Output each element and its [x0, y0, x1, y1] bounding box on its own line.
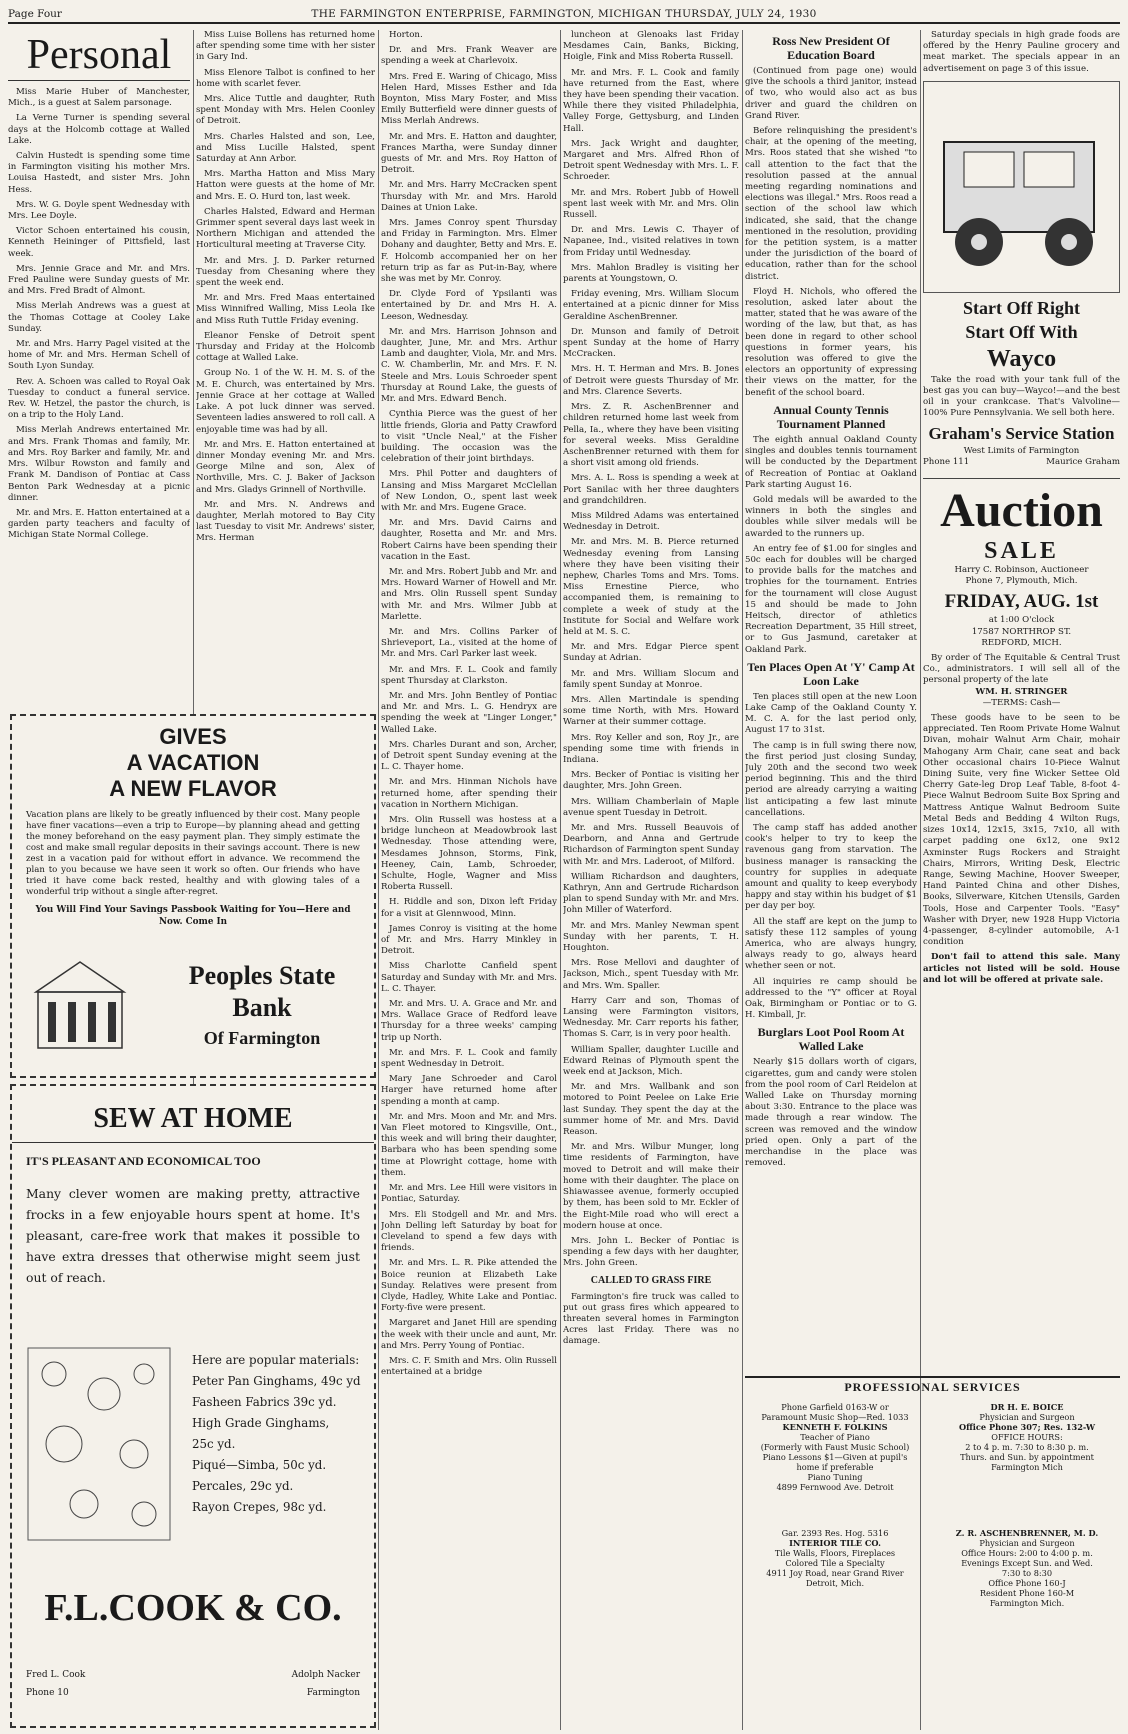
- news-item: Dr. and Mrs. Frank Weaver are spending a week at Charlevoix.: [381, 45, 557, 67]
- station-location: West Limits of Farmington: [963, 445, 1080, 456]
- news-item: Nearly $15 dollars worth of cigars, cigarettes, gum and candy were stolen from the pool room of Carl Reidelon at Walled Lake on Thursday morning about 3:30. Entrance to the place was made through a rear window. The screen was removed and the window pried open. Only a part of the merchandise in the place was removed.: [745, 1057, 917, 1169]
- news-item: Gold medals will be awarded to the winners in both the singles and doubles while silver medals will be awarded to the runners up.: [745, 494, 917, 539]
- news-item: Mr. and Mrs. F. L. Cook and family have returned from the East, where they have been spending their vacation. While there they visited Philadelphia, Valley Forge, Gettysburg, and Linden Hall.: [563, 67, 739, 134]
- news-item: Mrs. Allen Martindale is spending some time North, with Mrs. Howard Warner at their summer cottage.: [563, 694, 739, 728]
- news-item: Harry Carr and son, Thomas of Lansing were Farmington visitors, Wednesday. Mr. Carr reports his father, Thomas S. Carr, is in very poor health.: [563, 995, 739, 1040]
- bank-ad-headline-2: A VACATION: [126, 750, 260, 775]
- card-line: Colored Tile a Specialty: [785, 1558, 885, 1568]
- news-item: James Conroy is visiting at the home of Mr. and Mrs. Harry Minkley in Detroit.: [381, 923, 557, 957]
- news-item: Mrs. H. T. Herman and Mrs. B. Jones of Detroit were guests Thursday of Mr. and Mrs. Clarence Severts.: [563, 364, 739, 397]
- ross-president-text: [745, 66, 917, 399]
- bank-name-3: Of Farmington: [203, 1028, 321, 1048]
- news-item: Mr. and Mrs. M. B. Pierce returned Wednesday evening from Lansing where they have been visiting their nephew, Charles Toms and Mrs. Toms. Miss Ernestine Pierce, who accompanied them, is remaining to complete a week of study at the Institute for Social and Welfare work held at M. S. C.: [563, 537, 739, 637]
- auction-address-2: REDFORD, MICH.: [981, 637, 1062, 648]
- card-line: home if preferable: [796, 1462, 874, 1472]
- burglars-heading: Burglars Loot Pool Room At Walled Lake: [757, 1025, 905, 1054]
- news-item: All the staff are kept on the jump to satisfy these 112 samples of young America, who are always hungry, always ready to go, always heard whether seen or not.: [745, 916, 917, 972]
- card-line: Farmington Mich.: [989, 1598, 1065, 1608]
- news-item: Dr. Munson and family of Detroit spent Sunday at the home of Harry McCracken.: [563, 326, 739, 360]
- aschenbrenner-card: [937, 1528, 1117, 1608]
- column-3-items: [381, 30, 557, 1378]
- news-item: Mrs. Mahlon Bradley is visiting her parents at Youngstown, O.: [563, 262, 739, 285]
- news-item: Eleanor Fenske of Detroit spent Thursday and Friday at the Holcomb cottage at Walled Lake.: [196, 330, 375, 364]
- auction-time: at 1:00 O'clock: [988, 615, 1055, 626]
- material-item: Piqué—Simba, 50c yd.: [192, 1458, 327, 1472]
- card-line: Paramount Music Shop—Red. 1033: [761, 1412, 909, 1422]
- card-line: Phone Garfield 0163-W or: [781, 1402, 889, 1412]
- news-item: Mr. and Mrs. Harrison Johnson and daughter, June, Mr. and Mrs. Arthur Lamb and daughter, Viola, Mr. and Mrs. C. W. Chamberlin, Mr. and Mrs. F. N. Steele and Mrs. Louis Schroeder spent Thursday at Round Lake, the guests of Mr. and Mrs. Edward Bench.: [381, 326, 557, 405]
- bank-name-2: Bank: [232, 993, 292, 1022]
- partner-name: Adolph Nacker: [291, 1670, 360, 1680]
- news-item: The camp is in full swing there now, the first period just closing Sunday, July 20th and the second two week period beginning. This and the third period are already carrying a waiting list anticipating a few last minute cancellations.: [745, 740, 917, 818]
- news-item: Mr. and Mrs. F. L. Cook and family spent Thursday at Clarkston.: [381, 664, 557, 686]
- tile-card: [745, 1528, 925, 1588]
- materials-items: [192, 1371, 372, 1518]
- tennis-text: [745, 435, 917, 656]
- news-item: Mr. and Mrs. Robert Jubb and Mr. and Mrs. Howard Warner of Howell and Mr. and Mrs. Olin Russell spent Sunday with Mr. and Mrs. Wilmer Jubb at Marlette.: [381, 566, 557, 622]
- news-item: Mrs. Alice Tuttle and daughter, Ruth spent Monday with Mrs. Helen Coonley of Detroit.: [196, 94, 375, 127]
- news-item: An entry fee of $1.00 for singles and 50c each for doubles will be charged to provide balls for the matches and trophies for the tournament. Entries for the tournament will close August 15 and should be made to John Heitsch, director of athletics Recreation Department, 35 Hill street, or to Gus Jasmund, caretaker at Oakland Park.: [745, 543, 917, 655]
- card-line: Detroit, Mich.: [805, 1578, 865, 1588]
- news-item: H. Riddle and son, Dixon left Friday for a visit at Glennwood, Minn.: [381, 897, 557, 919]
- auctioneer-phone: Phone 7, Plymouth, Mich.: [965, 576, 1078, 587]
- news-item: All inquiries re camp should be addressed to the "Y" officer at Royal Oak, Birmingham or Pontiac or to G. H. Kimball, Jr.: [745, 976, 917, 1021]
- news-item: Mary Jane Schroeder and Carol Harger have returned home after spending a month at camp.: [381, 1074, 557, 1107]
- news-item: Miss Merlah Andrews was a guest at the Thomas Cottage at Cooley Lake Sunday.: [8, 301, 190, 334]
- news-item: Ten places still open at the new Loon Lake Camp of the Oakland County Y. M. C. A. for the last period only, August 17 to 31st.: [745, 691, 917, 736]
- material-item: Percales, 29c yd.: [192, 1479, 294, 1493]
- card-line: 7:30 to 8:30: [1001, 1568, 1053, 1578]
- news-item: Mrs. W. G. Doyle spent Wednesday with Mrs. Lee Doyle.: [8, 199, 190, 222]
- news-item: (Continued from page one) would give the schools a third janitor, instead of two, who would also act as bus driver and guard the children on Grand River.: [745, 66, 917, 121]
- material-item: 25c yd.: [192, 1437, 236, 1451]
- card-line: Office Hours: 2:00 to 4:00 p. m.: [961, 1548, 1093, 1558]
- news-item: Mr. and Mrs. L. R. Pike attended the Boice reunion at Elizabeth Lake Sunday. Relatives were present from Clyde, Hadley, White Lake and Pontiac. Forty-five were present.: [381, 1258, 557, 1314]
- auctioneer-name: Harry C. Robinson, Auctioneer: [954, 565, 1089, 576]
- card-line: Office Phone 160-J: [988, 1578, 1066, 1588]
- news-item: Mr. and Mrs. John Bentley of Pontiac and Mr. and Mrs. L. G. Hendryx are spending the week at "Linger Longer," Walled Lake.: [381, 690, 557, 735]
- news-item: Mr. and Mrs. F. L. Cook and family spent Wednesday in Detroit.: [381, 1047, 557, 1070]
- material-item: Rayon Crepes, 98c yd.: [192, 1500, 327, 1514]
- news-item: Margaret and Janet Hill are spending the week with their uncle and aunt, Mr. and Mrs. Perry Young of Pontiac.: [381, 1318, 557, 1351]
- fl-cook-ad: [10, 1084, 376, 1728]
- news-item: Mr. and Mrs. Harry McCracken spent Thursday with Mr. and Mrs. Harold Daines at Union Lake.: [381, 180, 557, 213]
- news-item: The eighth annual Oakland County singles and doubles tennis tournament will be conducted by the Department of Recreation of Pontiac at Oakland Park starting August 16.: [745, 434, 917, 490]
- news-item: Before relinquishing the president's chair, at the opening of the meeting, Mrs. Roos stated that she wished "to call attention to the fact that the resolution passed at the annual meeting regarding nominations and elections was illegal." Mrs. Roos read a section of the school law which indicated, she said, that the change mentioned in the resolution, providing for the petition system, is a matter under the jurisdiction of the board of education, rather than for the school district.: [745, 126, 917, 282]
- card-line: Office Phone 307; Res. 132-W: [958, 1422, 1096, 1432]
- news-item: Mrs. Phil Potter and daughters of Lansing and Miss Margaret McClellan of New London, O., spent last week with Mr. and Mrs. Eugene Grace.: [381, 469, 557, 513]
- car-illustration: [923, 81, 1120, 293]
- news-item: Mrs. Jack Wright and daughter, Margaret and Mrs. Alfred Rhon of Detroit spent Wednesday with Mrs. L. F. Schroeder.: [563, 138, 739, 183]
- owner-phone: Phone 10: [26, 1688, 69, 1698]
- pauline-grocery-note: Saturday specials in high grade foods are offered by the Henry Pauline grocery and meat market. The specials appear in an advertisement on page 3 of this issue.: [923, 30, 1120, 74]
- news-item: Group No. 1 of the W. H. M. S. of the M. E. Church, was entertained by Mrs. Jennie Grace at her cottage at Walled Lake. A pot luck dinner was served. Seventeen ladies answered to roll call. A enjoyable time was had by all.: [196, 368, 375, 435]
- auction-terms: —TERMS: Cash—: [982, 697, 1061, 708]
- wayco-headline-2: Start Off With: [965, 321, 1078, 342]
- bank-building-icon: [32, 952, 128, 1052]
- news-item: Mrs. Rose Mellovi and daughter of Jackson, Mich., spent Tuesday with Mr. and Mrs. Wm. Spaller.: [563, 958, 739, 991]
- news-item: Mr. and Mrs. William Slocum and family spent Sunday at Monroe.: [563, 668, 739, 690]
- auction-goods-list: These goods have to be seen to be appreciated. Ten Room Private Home Walnut Divan, mohair Walnut Arm Chair, mohair Mahogany Arm Chair, cane seat and back Other occasional chairs 10-Piece Walnut Dining Suite, very fine Wicker Settee Old Cherry Gate-leg Drop Leaf Table, 8-foot 4-Piece Walnut Bedroom Suite Box Spring and Mattress Antique Walnut Bedroom Suite Metal Beds and Bedding 4 Wilton Rugs, sizes 10x14, 12x15, 3x15, 7x10, all with carpet padding one 6x12, one 9x12 Axminster Rugs Rockers and Straight Chairs, Mirrors, Writing Desk, Electric Range, Sewing Machine, Hoover Sweeper, Hand Painted China and other Dishes, Books, Silverware, Kitchen Utensils, Garden Tools, Hose and Carpenter Tools. "Easy" Washer with Dryer, new 1928 Hupp Victoria 4-passenger, 8-cylinder automobile, A-1 condition: [923, 713, 1120, 948]
- news-item: Mrs. Charles Halsted and son, Lee, and Miss Lucille Halsted, spent Saturday at Ann Arbor.: [196, 131, 375, 165]
- news-column-5: [745, 30, 917, 1370]
- material-item: Fasheen Fabrics 39c yd.: [192, 1395, 337, 1409]
- news-item: Mr. and Mrs. J. D. Parker returned Tuesday from Chesaning where they spent the week end.: [196, 255, 375, 289]
- news-item: Mrs. Eli Stodgell and Mr. and Mrs. John Delling left Saturday by boat for Cleveland to spend a few days with friends.: [381, 1209, 557, 1254]
- personal-items: [8, 87, 190, 542]
- card-line: Tile Walls, Floors, Fireplaces: [774, 1548, 896, 1558]
- news-item: Miss Charlotte Canfield spent Saturday and Sunday with Mr. and Mrs. L. C. Thayer.: [381, 961, 557, 994]
- card-line: KENNETH F. FOLKINS: [782, 1422, 888, 1432]
- news-item: Mrs. William Chamberlain of Maple avenue spent Tuesday in Detroit.: [563, 796, 739, 818]
- bank-ad-headline-1: GIVES: [159, 724, 227, 749]
- news-item: Mrs. Fred E. Waring of Chicago, Miss Helen Hard, Misses Esther and Ida Boynton, Miss Mary Foster, and Miss Emily Butterfield were dinner guests of Miss Merlah Andrews.: [381, 71, 557, 127]
- column-2-items: [196, 30, 375, 545]
- news-item: Mr. and Mrs. Robert Jubb of Howell spent last week with Mr. and Mrs. Olin Russell.: [563, 187, 739, 221]
- news-item: Mr. and Mrs. Moon and Mr. and Mrs. Van Fleet motored to Kingsville, Ont., this week and will bring their daughter, Barbara who has been spending some time at Plowright cottage, home with them.: [381, 1111, 557, 1178]
- professional-services-title: PROFESSIONAL SERVICES: [844, 1380, 1021, 1394]
- partner-town: Farmington: [306, 1688, 360, 1698]
- news-item: Dr. and Mrs. Lewis C. Thayer of Napanee, Ind., visited relatives in town from Friday until Wednesday.: [563, 225, 739, 258]
- news-item: Charles Halsted, Edward and Herman Grimmer spent several days last week in Northern Michigan and attended the Horticultural meeting at Traverse City.: [196, 206, 375, 251]
- auction-title: Auction: [940, 484, 1103, 538]
- news-item: Friday evening, Mrs. William Slocum entertained at a picnic dinner for Miss Geraldine AschenBrenner.: [563, 289, 739, 322]
- bank-name-1: Peoples State: [188, 961, 336, 990]
- news-item: La Verne Turner is spending several days at the Holcomb cottage at Walled Lake.: [8, 113, 190, 146]
- news-item: Victor Schoen entertained his cousin, Kenneth Heininger of Pittsfield, last week.: [8, 226, 190, 259]
- news-item: Miss Luise Bollens has returned home after spending some time with her sister in Gary Ind.: [196, 30, 375, 63]
- news-item: Mrs. James Conroy spent Thursday and Friday in Farmington. Mrs. Elmer Dohany and daughter, Betty and Mrs. E. F. Holcomb accompanied her on her return trip as far as Put-in-Bay, where she was met by Mr. Conroy.: [381, 218, 557, 285]
- news-item: William Richardson and daughters, Kathryn, Ann and Gertrude Richardson plan to spend Sunday with Mr. and Mrs. John Miller of Waterford.: [563, 871, 739, 916]
- card-line: Teacher of Piano: [800, 1432, 870, 1442]
- news-item: Mr. and Mrs. Wallbank and son motored to Point Peelee on Lake Erie last Sunday. They spent the day at the summer home of Mr. and Mrs. David Reason.: [563, 1082, 739, 1138]
- news-item: Mrs. Olin Russell was hostess at a bridge luncheon at Meadowbrook last Wednesday. Those attending were, Mesdames Johnson, Storms, Fink, Heeney, Cain, Lamb, Schroeder, Schulte, Hogle, Wagner and Miss Roberta Russell.: [381, 815, 557, 893]
- news-item: Miss Marie Huber of Manchester, Mich., is a guest at Salem parsonage.: [8, 87, 190, 109]
- news-item: Mr. and Mrs. E. Hatton entertained at a garden party teachers and faculty of Michigan State Normal College.: [8, 507, 190, 541]
- news-item: William Spaller, daughter Lucille and Edward Reinas of Plymouth spent the week end at Jackson, Mich.: [563, 1044, 739, 1078]
- news-item: Mrs. Becker of Pontiac is visiting her daughter, Mrs. John Green.: [563, 770, 739, 792]
- y-camp-text: [745, 692, 917, 1022]
- card-line: Thurs. and Sun. by appointment: [960, 1452, 1094, 1462]
- materials-heading: Here are popular materials:: [192, 1353, 360, 1367]
- auction-deceased: WM. H. STRINGER: [975, 686, 1068, 697]
- news-item: Calvin Hustedt is spending some time in Farmington visiting his mother Mrs. Louisa Hastedt, and sister Mrs. John Hess.: [8, 151, 190, 195]
- card-line: Resident Phone 160-M: [979, 1588, 1075, 1598]
- auction-address-1: 17587 NORTHROP ST.: [971, 626, 1072, 637]
- news-item: Rev. A. Schoen was called to Royal Oak Tuesday to conduct a funeral service. Rev. W. Hetzel, the pastor the church, is on a trip to the Holy Land.: [8, 376, 190, 421]
- news-item: Mr. and Mrs. Hinman Nichols have returned home, after spending their vacation in Northern Michigan.: [381, 777, 557, 810]
- grass-fire-text: Farmington's fire truck was called to put out grass fires which appeared to threaten several homes in Farmington Acres last Friday. There was no damage.: [563, 1291, 739, 1347]
- news-item: Mr. and Mrs. Russell Beauvois of Dearborn, and Anna and Gertrude Richardson of Farmington spent Sunday with Mr. and Mrs. Laderoot, of Milford.: [563, 823, 739, 867]
- news-item: Mr. and Mrs. Collins Parker of Shrieveport, La., visited at the home of Mr. and Mrs. Carl Parker last week.: [381, 626, 557, 660]
- bank-ad-body: Vacation plans are likely to be greatly influenced by their cost. Many people have finer vacations—even a trip to Europe—by planning ahead and getting the money beforehand on the easy payment plan. They simply estimate the cost and make small regular deposits in their savings account. There is new zest in a vacation paid for without effort in advance. We recommend the plan to you because we have seen it work so often. Our friends who have tried it have come back rested, healthy and with glowing tales of a wonderful trip without a single after-regret.: [26, 810, 360, 897]
- news-item: Mrs. Roy Keller and son, Roy Jr., are spending some time with friends in Indiana.: [563, 732, 739, 765]
- station-contact: [923, 457, 1120, 468]
- news-item: Horton.: [389, 30, 423, 40]
- news-item: Mr. and Mrs. Edgar Pierce spent Sunday at Adrian.: [563, 642, 739, 664]
- card-line: 4911 Joy Road, near Grand River: [766, 1568, 904, 1578]
- news-item: Cynthia Pierce was the guest of her little friends, Gloria and Patty Crawford to visit "Uncle Neal," at the Fisher building. The occasion was the celebration of their joint birthdays.: [381, 409, 557, 465]
- professional-services: [745, 1376, 1120, 1728]
- news-item: Mr. and Mrs. Harry Pagel visited at the home of Mr. and Mrs. Herman Schell of South Lyon Sunday.: [8, 339, 190, 372]
- auction-order: By order of The Equitable & Central Trust Co., administrators. I will sell all of the personal property of the late: [923, 653, 1120, 686]
- burglars-text: [745, 1057, 917, 1169]
- fl-cook-logo: F.L.COOK & CO.: [44, 1587, 342, 1629]
- boice-card: [937, 1402, 1117, 1472]
- news-item: Mr. and Mrs. U. A. Grace and Mr. and Mrs. Wallace Grace of Redford leave Thursday for a three weeks' camping trip up North.: [381, 999, 557, 1043]
- news-item: Mrs. Z. R. AschenBrenner and children returned home last week from Pella, Ia., where they have been visiting for several weeks. Miss Geraldine AschenBrenner returned with them for a short visit among old friends.: [563, 402, 739, 469]
- news-item: Mrs. C. F. Smith and Mrs. Olin Russell entertained at a bridge: [381, 1355, 557, 1378]
- peoples-state-bank-ad: [10, 714, 376, 1078]
- ross-president-heading: Ross New President Of Education Board: [772, 34, 890, 62]
- card-line: Farmington Mich: [991, 1462, 1063, 1472]
- card-line: Z. R. ASCHENBRENNER, M. D.: [955, 1528, 1099, 1538]
- news-item: Mr. and Mrs. Manley Newman spent Sunday with her parents, T. H. Houghton.: [563, 920, 739, 954]
- card-line: (Formerly with Faust Music School): [760, 1442, 910, 1452]
- card-line: Evenings Except Sun. and Wed.: [961, 1558, 1093, 1568]
- news-item: Mr. and Mrs. E. Hatton and daughter, Frances Martha, were Sunday dinner guests of Mr. and Mrs. Roy Hatton of Detroit.: [381, 131, 557, 176]
- news-column-2: [196, 30, 375, 710]
- auction-sale: SALE: [984, 538, 1059, 565]
- news-item: Mrs. Martha Hatton and Miss Mary Hatton were guests at the home of Mr. and Mrs. E. O. Hurd ton, last week.: [196, 169, 375, 202]
- tennis-heading: Annual County Tennis Tournament Planned: [773, 402, 889, 431]
- y-camp-heading: Ten Places Open At 'Y' Camp At Loon Lake: [747, 659, 915, 688]
- bank-ad-cta: You Will Find Your Savings Passbook Waiting for You—Here and Now. Come In: [35, 905, 351, 927]
- news-item: Mrs. A. L. Ross is spending a week at Port Sanilac with her three daughters and grandchildren.: [563, 473, 739, 506]
- card-line: Gar. 2393 Res. Hog. 5316: [781, 1528, 889, 1538]
- page-number: Page Four: [8, 8, 62, 20]
- grass-fire-heading: CALLED TO GRASS FIRE: [590, 1274, 712, 1286]
- card-line: 4899 Fernwood Ave. Detroit: [776, 1482, 894, 1492]
- material-item: Peter Pan Ginghams, 49c yd: [192, 1374, 361, 1388]
- wayco-brand: Wayco: [986, 345, 1057, 372]
- news-item: Mrs. John L. Becker of Pontiac is spending a few days with her daughter, Mrs. John Green.: [563, 1235, 739, 1269]
- masthead: [8, 6, 1120, 24]
- news-item: Floyd H. Nichols, who offered the resolution, asked later about the matter, stated that he was aware of the wording of the law, but that, as has been done in regard to other school questions in former years, his resolution was offered to give the electors an opportunity of expressing their views on the matter, for the benefit of the school board.: [745, 286, 917, 398]
- cook-ad-subhead: IT'S PLEASANT AND ECONOMICAL TOO: [26, 1154, 261, 1168]
- news-item: Miss Elenore Talbot is confined to her home with scarlet fever.: [196, 67, 375, 89]
- auction-date: FRIDAY, AUG. 1st: [944, 591, 1099, 613]
- cook-ad-left-footer: [26, 1666, 85, 1702]
- ads-column-6: [923, 30, 1120, 1360]
- column-rule: [560, 30, 561, 1730]
- cook-ad-body: Many clever women are making pretty, attractive frocks in a few enjoyable hours spent at home. It's pleasant, care-free work that makes it possible to have extra dresses that otherwise might seem just out of reach.: [26, 1186, 360, 1285]
- newspaper-title: THE FARMINGTON ENTERPRISE, FARMINGTON, MICHIGAN THURSDAY, JULY 24, 1930: [311, 8, 817, 20]
- news-item: Mrs. Charles Durant and son, Archer, of Detroit spent Sunday evening at the L. C. Thayer home.: [381, 739, 557, 773]
- auction-ad: [923, 478, 1120, 986]
- personal-column: [8, 30, 190, 710]
- news-item: Miss Merlah Andrews entertained Mr. and Mrs. Frank Thomas and family, Mr. and Mrs. Roy Barker and family, Mr. and Mrs. Wilbur Rowston and family and Frank M. Dandison of Pontiac at Cass Benton Park Wednesday at a picnic dinner.: [8, 425, 190, 503]
- wayco-body: Take the road with your tank full of the best gas you can buy—Wayco!—and the best oil in your crankcase. That's Valvoline—100% Pure Pennsylvania. We sell both here.: [923, 374, 1120, 419]
- news-item: Mr. and Mrs. Lee Hill were visitors in Pontiac, Saturday.: [381, 1183, 557, 1205]
- card-line: Piano Tuning: [807, 1472, 863, 1482]
- column-4-items: [563, 30, 739, 1270]
- station-owner: Maurice Graham: [1046, 456, 1120, 467]
- cook-ad-right-footer: [292, 1666, 360, 1702]
- station-phone: Phone 111: [923, 456, 970, 467]
- card-line: 2 to 4 p. m. 7:30 to 8:30 p. m.: [965, 1442, 1089, 1452]
- materials-list: [192, 1350, 372, 1518]
- card-line: INTERIOR TILE CO.: [789, 1538, 881, 1548]
- news-item: luncheon at Glenoaks last Friday Mesdames Cain, Banks, Bicking, Hoigle, Fink and Miss Roberta Russell.: [563, 30, 739, 63]
- owner-name: Fred L. Cook: [26, 1670, 86, 1680]
- column-rule: [742, 30, 743, 1730]
- card-line: DR H. E. BOICE: [990, 1402, 1064, 1412]
- card-line: Physician and Surgeon: [979, 1412, 1075, 1422]
- fabric-pattern-icon: [24, 1344, 174, 1544]
- news-item: Mr. and Mrs. David Cairns and daughter, Rosetta and Mr. and Mrs. Robert Cairns have been spending their vacation in the East.: [381, 518, 557, 562]
- news-item: Mr. and Mrs. Wilbur Munger, long time residents of Farmington, have moved to Detroit and will make their home with their daughter. The place on Shiawassee avenue, formerly occupied by them, has been sold to Mr. Eckler of the Eight-Mile road who will erect a modern house at once.: [563, 1142, 739, 1231]
- material-item: High Grade Ginghams,: [192, 1416, 330, 1430]
- news-item: Dr. Clyde Ford of Ypsilanti was entertained by Dr. and Mrs H. A. Leeson, Wednesday.: [381, 289, 557, 322]
- news-column-3: [381, 30, 557, 1730]
- news-item: Mr. and Mrs. Fred Maas entertained Miss Winnifred Walling, Miss Leola Ike and Miss Ruth Tuttle Friday evening.: [196, 293, 375, 326]
- news-column-4: [563, 30, 739, 1730]
- card-line: OFFICE HOURS:: [991, 1432, 1063, 1442]
- card-line: Physician and Surgeon: [979, 1538, 1075, 1548]
- personal-heading: Personal: [8, 30, 190, 81]
- graham-station: Graham's Service Station: [928, 423, 1115, 443]
- folkins-card: [745, 1402, 925, 1492]
- card-line: Piano Lessons $1—Given at pupil's: [762, 1452, 908, 1462]
- cook-ad-headline: SEW AT HOME: [12, 1102, 374, 1143]
- bank-ad-headline-3: A NEW FLAVOR: [109, 776, 277, 801]
- news-item: Mr. and Mrs. N. Andrews and daughter, Merlah motored to Bay City last Tuesday to visit Mr. Andrews' sister, Mrs. Herman: [196, 499, 375, 544]
- auction-footer: Don't fail to attend this sale. Many articles not listed will be sold. House and lot will be offered at private sale.: [923, 952, 1120, 985]
- column-rule: [378, 30, 379, 1730]
- news-item: Mr. and Mrs. E. Hatton entertained at dinner Monday evening Mr. and Mrs. George Milne and son, Alex of Northville, Mrs. C. J. Baker of Jackson and Mrs. Gladys Grinnell of Northville.: [196, 439, 375, 495]
- news-item: Miss Mildred Adams was entertained Wednesday in Detroit.: [563, 510, 739, 533]
- news-item: Mrs. Jennie Grace and Mr. and Mrs. Fred Pauline were Sunday guests of Mr. and Mrs. Fred Bradt of Almont.: [8, 263, 190, 297]
- news-item: The camp staff has added another cook's helper to try to keep the ravenous gang from starvation. The business manager is ransacking the country for supplies in adequate amount and quality to keep everybody happy and stay within his budget of $1 per day per boy.: [745, 822, 917, 912]
- wayco-headline-1: Start Off Right: [963, 297, 1080, 318]
